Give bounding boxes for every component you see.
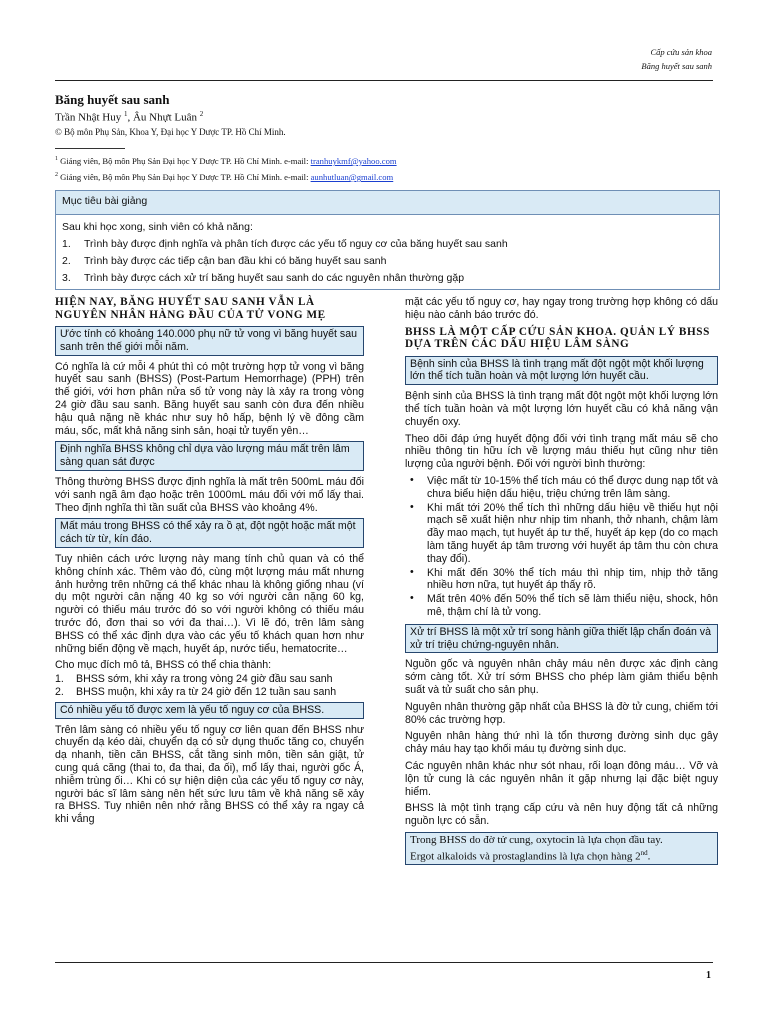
left-column	[55, 296, 364, 830]
author-2-sup: 2	[199, 110, 204, 118]
highlight-box	[405, 832, 718, 865]
email-link-2[interactable]: aunhutluan@gmail.com	[310, 172, 394, 182]
highlight-box: Ước tính có khoảng 140.000 phụ nữ tử vong vì băng huyết sau sanh trên thế giới mỗi năm.	[55, 326, 364, 356]
copyright-line: © Bộ môn Phụ Sản, Khoa Y, Đại học Y Dược TP. Hồ Chí Minh.	[55, 127, 286, 137]
list-item: • Việc mất từ 10-15% thể tích máu có thể được dung nạp tốt và chưa biểu hiện dấu hiệu, triệu chứng trên lâm sàng.	[410, 473, 718, 500]
list-item: 1. BHSS sớm, khi xảy ra trong vòng 24 giờ đầu sau sanh	[55, 673, 333, 686]
paragraph: Thông thường BHSS được định nghĩa là mất trên 500mL máu đối với sanh ngã âm đạo hoặc trên 1000mL máu đối với mổ lấy thai. Theo định nghĩa thì tần suất của BHSS vào khoảng 4%.	[55, 475, 364, 514]
objective-item: 3. Trình bày được cách xử trí băng huyết sau sanh do các nguyên nhân thường gặp	[62, 272, 465, 284]
paragraph: Nguyên nhân thường gặp nhất của BHSS là đờ tử cung, chiếm tới 80% các trường hợp.	[405, 700, 718, 726]
paragraph: Tuy nhiên cách ước lượng này mang tính chủ quan và có thể không chính xác. Thêm vào đó, cùng một lượng máu mất nhưng ảnh hưởng trên những cá thể khác nhau là không giống nhau (ví dụ một người cân nặng 40 kg so với người cân nặng 60 kg, người có thiếu máu trước đó so với người không có thiếu máu trước đó, đơn thai so với đa thai…). Vì lẽ đó, trên lâm sàng BHSS có thể xác định dựa vào các yếu tố khách quan hơn như những biến động về mạch, huyết áp, nước tiểu, hematocrite…	[55, 552, 364, 655]
highlight-box: Mất máu trong BHSS có thể xảy ra ồ ạt, đột ngột hoặc mất một cách từ từ, kín đáo.	[55, 518, 364, 548]
author-1: Trần Nhật Huy	[55, 111, 122, 124]
numbered-list	[55, 673, 364, 699]
page-number: 1	[706, 970, 711, 981]
paragraph: mặt các yếu tố nguy cơ, hay ngay trong trường hợp không có dấu hiệu nào cảnh báo trước đó.	[405, 296, 718, 321]
objective-item: 1. Trình bày được định nghĩa và phân tích được các yếu tố nguy cơ của băng huyết sau sanh	[62, 238, 508, 250]
article-title: Băng huyết sau sanh	[55, 92, 170, 107]
bullet-icon: •	[410, 565, 414, 578]
footnote-1	[55, 156, 397, 166]
highlight-line: Ergot alkaloids và prostaglandins là lựa chọn hàng 2nd.	[410, 848, 651, 863]
objective-item: 2. Trình bày được các tiếp cận ban đầu khi có băng huyết sau sanh	[62, 255, 387, 267]
highlight-box: Có nhiều yếu tố được xem là yếu tố nguy cơ của BHSS.	[55, 702, 364, 719]
email-link-1[interactable]: tranhuykmf@yahoo.com	[310, 156, 397, 166]
footnote-2-sup: 2	[55, 172, 58, 179]
objectives-intro: Sau khi học xong, sinh viên có khả năng:	[62, 221, 253, 233]
header-topic: Băng huyết sau sanh	[641, 61, 712, 71]
highlight-line: Trong BHSS do đờ tử cung, oxytocin là lựa chọn đầu tay.	[410, 833, 663, 846]
paragraph: BHSS là một tình trạng cấp cứu và nên huy động tất cả những nguồn lực có sẵn.	[405, 802, 718, 828]
paragraph: Bệnh sinh của BHSS là tình trạng mất đột ngột một khối lượng lớn thể tích tuần hoàn và một lượng lớn huyết cầu có khả năng vận chuyển oxy.	[405, 390, 718, 428]
author-line	[55, 110, 203, 124]
highlight-box: Định nghĩa BHSS không chỉ dựa vào lượng máu mất trên lâm sàng quan sát được	[55, 441, 364, 471]
paragraph: Nguyên nhân hàng thứ nhì là tổn thương đường sinh dục gây chảy máu hay tạo khối máu tụ đường sinh dục.	[405, 730, 718, 756]
highlight-box: Xử trí BHSS là một xử trí song hành giữa thiết lập chẩn đoán và xử trí triệu chứng-nguyên nhân.	[405, 624, 718, 654]
footnote-1-text: Giảng viên, Bộ môn Phụ Sản Đại học Y Dược TP. Hồ Chí Minh. e-mail:	[60, 156, 311, 166]
list-item: 2. BHSS muộn, khi xảy ra từ 24 giờ đến 12 tuần sau sanh	[55, 685, 337, 698]
paragraph: Trên lâm sàng có nhiều yếu tố nguy cơ liên quan đến BHSS như chuyển dạ kéo dài, chuyển dạ có sử dụng thuốc tăng co, chuyển dạ nhanh, tiền căn BHSS, cắt tầng sinh môn, tiền sản giật, tử cung quá căng (thai to, đa thai, đa ối), mổ lấy thai, người gốc Á, nhiễm trùng ối… Khi có sự hiện diện của các yếu tố nguy cơ này, người bác sĩ lâm sàng nên hết sức lưu tâm về khả năng sẽ xảy ra BHSS. Tuy nhiên nên nhớ rằng BHSS có thể xảy ra ngay cả khi vắng	[55, 723, 364, 826]
objectives-heading: Mục tiêu bài giảng	[56, 191, 719, 215]
paragraph: Theo dõi đáp ứng huyết động đối với tình trạng mất máu sẽ cho nhiều thông tin hữu ích về lượng máu thiếu hụt cũng như tiên lượng của người bệnh. Đối với người bình thường:	[405, 432, 718, 471]
running-header	[641, 45, 712, 73]
paragraph: Các nguyên nhân khác như sót nhau, rối loạn đông máu… Vỡ và lộn tử cung là các nguyên nhân ít gặp nhưng lại đặc biệt nguy hiểm.	[405, 759, 718, 798]
footer-rule	[55, 962, 713, 963]
footnote-2-text: Giảng viên, Bộ môn Phụ Sản Đại học Y Dược TP. Hồ Chí Minh. e-mail:	[60, 172, 311, 182]
footnote-rule	[55, 148, 125, 149]
bullet-icon: •	[410, 500, 414, 513]
header-section: Cấp cứu sản khoa	[650, 47, 712, 57]
bullet-icon: •	[410, 473, 414, 486]
bullet-icon: •	[410, 592, 414, 605]
list-item: • Khi mất đến 30% thể tích máu thì nhịp tim, nhịp thở tăng nhiều hơn nữa, tụt huyết áp thấy rõ.	[410, 565, 718, 592]
section-heading-2: BHSS LÀ MỘT CẤP CỨU SẢN KHOA. QUẢN LÝ BHSS DỰA TRÊN CÁC DẤU HIỆU LÂM SÀNG	[405, 325, 710, 351]
objectives-box	[55, 190, 720, 290]
section-heading-1: HIỆN NAY, BĂNG HUYẾT SAU SANH VẪN LÀ NGUYÊN NHÂN HÀNG ĐẦU CỦA TỬ VONG MẸ	[55, 296, 326, 321]
list-item: • Khi mất tới 20% thể tích thì những dấu hiệu về thiếu hụt nội mạch sẽ xuất hiện như nhịp tim nhanh, thở nhanh, chậm làm đầy mao mạch, tụt huyết áp tư thế, huyết áp kẹp (do co mạch làm tăng huyết áp tâm trương với huyết áp tâm thu còn chưa thay đổi).	[410, 500, 718, 565]
footnote-2	[55, 172, 393, 182]
list-item: • Mất trên 40% đến 50% thể tích sẽ làm thiểu niệu, shock, hôn mê, thậm chí là tử vong.	[410, 592, 718, 618]
footnote-1-sup: 1	[55, 156, 58, 163]
author-2: Âu Nhựt Luân	[132, 111, 197, 124]
author-1-sup: 1	[123, 110, 128, 118]
header-rule	[55, 80, 713, 81]
author-separator: ,	[127, 111, 133, 124]
bullet-list	[405, 475, 718, 619]
right-column	[405, 296, 718, 870]
highlight-box: Bệnh sinh của BHSS là tình trạng mất đột ngột một khối lượng lớn thể tích tuần hoàn và một lượng lớn huyết cầu.	[405, 356, 718, 386]
paragraph: Cho mục đích mô tả, BHSS có thể chia thành:	[55, 659, 272, 672]
paragraph: Có nghĩa là cứ mỗi 4 phút thì có một trường hợp tử vong vì băng huyết sau sanh (BHSS) (Post-Partum Hemorrhage) (PPH) trên thế giới, với hơn phân nửa số tử vong này là xảy ra trong vòng 24 giờ đầu sau sanh. Băng huyết sau sanh còn đưa đến nhiều hậu quả nặng nề khác như suy hô hấp, bệnh lý về đông cầm máu, sốc, mất khả năng sinh sản, hoại tử tuyến yên…	[55, 360, 364, 437]
paragraph: Nguồn gốc và nguyên nhân chảy máu nên được xác định càng sớm càng tốt. Xử trí sớm BHSS cho phép làm giảm thiểu bệnh suất và tử suất cho sản phụ.	[405, 658, 718, 696]
